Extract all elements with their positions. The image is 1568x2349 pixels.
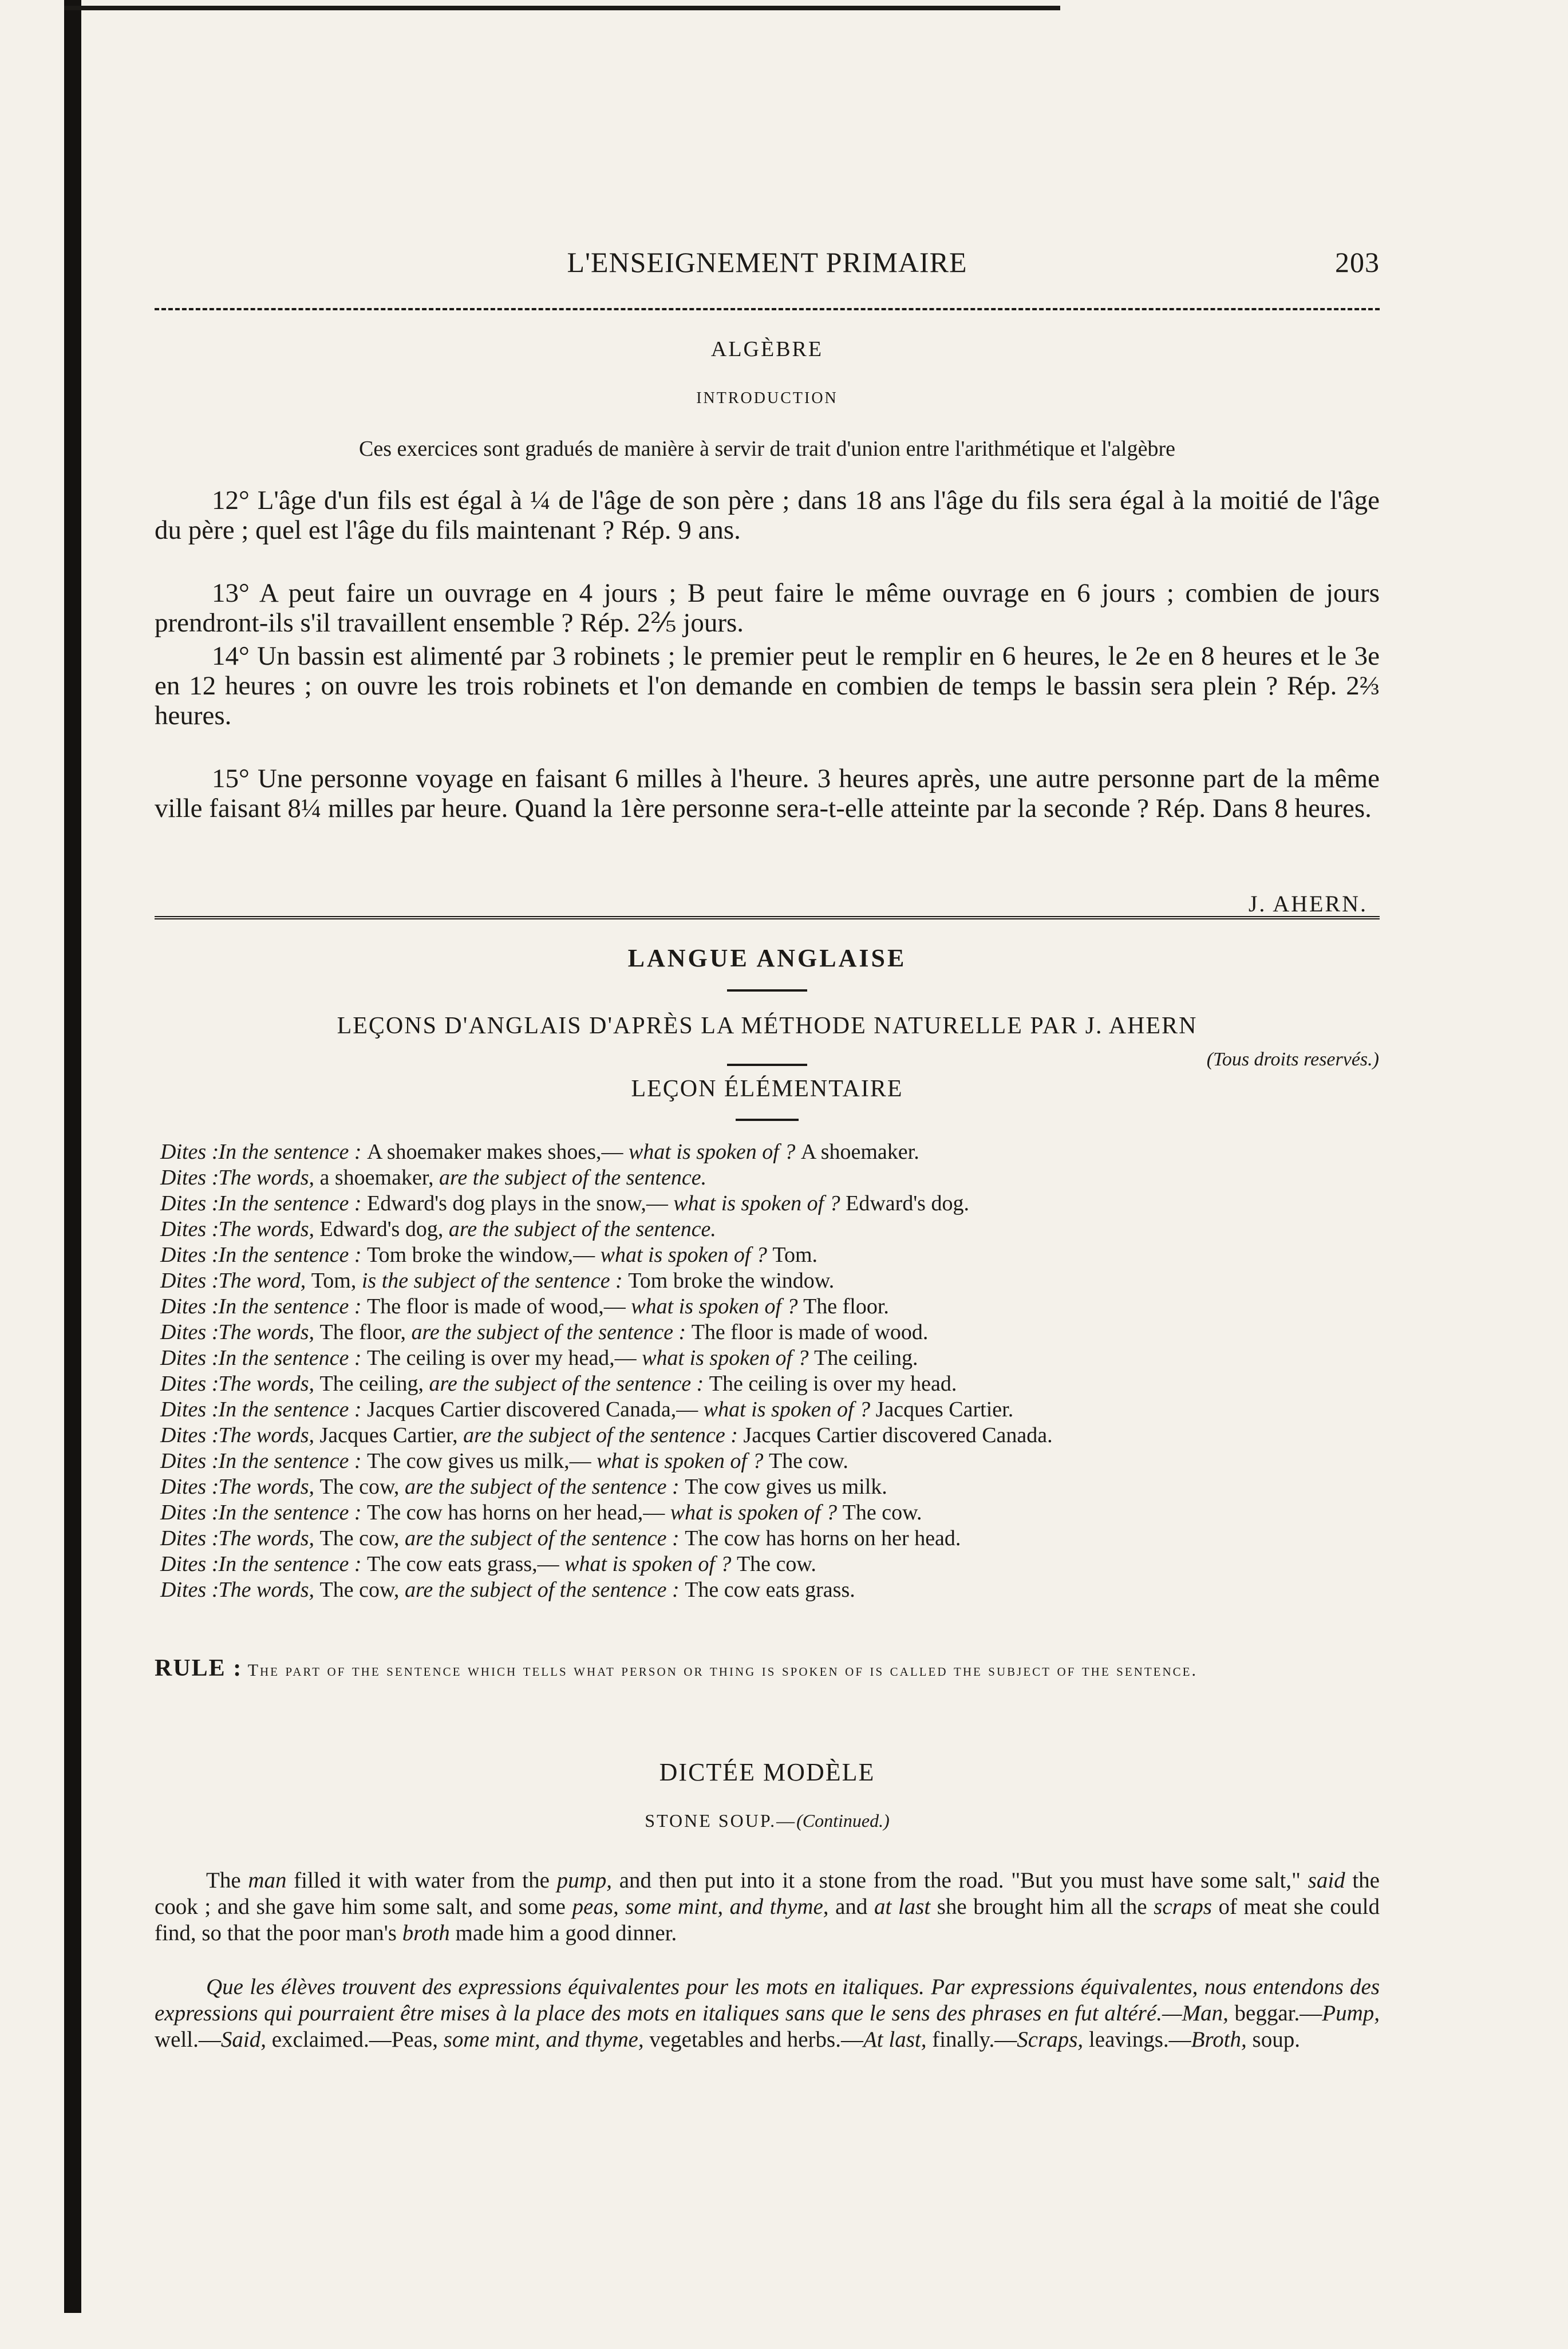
text-run: she brought him all the (930, 1894, 1154, 1919)
italic-run: Que les élèves trouvent des expressions équivalentes pour les mots en italiques. Par expressions équivalentes, nous entendons des expressions qui pourraient être mises à la place des mots en italiques sans que le sens des phrases en fut altéré.— (155, 1975, 1380, 2026)
lesson-line (160, 1526, 1380, 1551)
lesson-line (160, 1423, 1380, 1448)
lesson-question: what is spoken of ? (673, 1191, 846, 1215)
lesson-line (160, 1165, 1380, 1191)
problem-14: 14° Un bassin est alimenté par 3 robinets ; le premier peut le remplir en 6 heures, le 2e en 8 heures et le 3e en 12 heures ; on ouvre les trois robinets et l'on demande en combien de temps le bassin sera plein ? Rép. 2⅔ heures. (155, 641, 1380, 731)
lesson-line (160, 1345, 1380, 1371)
text-run: the cook ; and she gave him some salt, and some (155, 1868, 1380, 1919)
italic-run: Scraps, (1017, 2027, 1084, 2052)
lesson-text: Jacques Cartier, (319, 1423, 464, 1447)
lesson-line (160, 1191, 1380, 1217)
text-run: filled it with water from the (286, 1868, 557, 1893)
lesson-text: The cow, (319, 1475, 405, 1499)
short-rule-3 (736, 1119, 799, 1121)
lesson-question: are the subject of the sentence. (439, 1166, 707, 1190)
lesson-label: In the sentence : (213, 1243, 368, 1267)
lesson-answer: The cow has horns on her head. (685, 1526, 961, 1550)
lesson-line (160, 1500, 1380, 1526)
lesson-answer: The floor is made of wood. (691, 1320, 929, 1344)
lesson-question: what is spoken of ? (670, 1501, 843, 1525)
lesson-question: what is spoken of ? (642, 1346, 815, 1370)
algebre-title: ALGÈBRE (710, 337, 824, 361)
dites-label: Dites : (160, 1217, 219, 1241)
lesson-text: Edward's dog plays in the snow,— (367, 1191, 674, 1215)
lesson-label: The words, (213, 1423, 320, 1447)
lesson-text: A shoemaker makes shoes,— (367, 1140, 629, 1164)
italic-run: some mint, and thyme, (443, 2027, 644, 2052)
lesson-question: are the subject of the sentence. (448, 1217, 716, 1241)
lesson-text: The cow, (319, 1526, 405, 1550)
problem-13: 13° A peut faire un ouvrage en 4 jours ; B peut faire le même ouvrage en 6 jours ; combien de jours prendront-ils s'il travaillent ensemble ? Rép. 2⅖ jours. (155, 578, 1380, 638)
text-run: well.— (155, 2027, 221, 2052)
lesson-line (160, 1577, 1380, 1603)
lesson-answer: Tom broke the window. (628, 1269, 835, 1293)
dites-label: Dites : (160, 1526, 219, 1550)
italic-run: Pump, (1322, 2001, 1380, 2026)
text-run: of meat she could find, so that the poor man's (155, 1894, 1380, 1945)
lesson-label: The word, (213, 1269, 311, 1293)
lesson-label: In the sentence : (213, 1501, 368, 1525)
lesson-answer: A shoemaker. (800, 1140, 919, 1164)
lesson-question: what is spoken of ? (597, 1449, 769, 1473)
running-header (155, 239, 1380, 285)
lesson-line (160, 1474, 1380, 1500)
lesson-answer: The cow. (736, 1552, 816, 1576)
lesson-line (160, 1320, 1380, 1345)
dites-label: Dites : (160, 1269, 219, 1293)
italic-run: pump, (556, 1868, 613, 1893)
text-run: made him a good dinner. (449, 1921, 677, 1945)
lesson-text: Tom, (311, 1269, 362, 1293)
lesson-line (160, 1242, 1380, 1268)
italic-run: Man, (1182, 2001, 1229, 2026)
italic-run: at last (874, 1894, 931, 1919)
italic-run: Broth, (1191, 2027, 1247, 2052)
text-run: vegetables and herbs.— (643, 2027, 863, 2052)
lesson-question: are the subject of the sentence : (411, 1320, 692, 1344)
text-run: and (828, 1894, 874, 1919)
lesson-question: what is spoken of ? (564, 1552, 737, 1576)
lesson-label: In the sentence : (213, 1552, 368, 1576)
dites-label: Dites : (160, 1140, 219, 1164)
lesson-text: Edward's dog, (319, 1217, 449, 1241)
lesson-line (160, 1448, 1380, 1474)
lesson-text: The cow eats grass,— (367, 1552, 565, 1576)
short-rule-2 (727, 1064, 807, 1066)
lesson-text: The cow has horns on her head,— (367, 1501, 670, 1525)
rule-label: RULE : (155, 1655, 243, 1681)
page-number: 203 (1335, 246, 1380, 278)
lesson-label: The words, (213, 1475, 320, 1499)
italic-run: broth (402, 1921, 450, 1945)
italic-run: At last, (863, 2027, 927, 2052)
lesson-question: are the subject of the sentence : (429, 1372, 709, 1396)
dites-label: Dites : (160, 1191, 219, 1215)
dites-label: Dites : (160, 1166, 219, 1190)
lesson-text: a shoemaker, (319, 1166, 439, 1190)
lesson-text: Jacques Cartier discovered Canada,— (367, 1397, 704, 1422)
dictee-paragraph (155, 1868, 1380, 1947)
lesson-label: The words, (213, 1526, 320, 1550)
lesson-text: The cow gives us milk,— (367, 1449, 597, 1473)
lesson-label: In the sentence : (213, 1140, 368, 1164)
text-run: exclaimed.—Peas, (266, 2027, 444, 2052)
text-run: leavings.— (1083, 2027, 1191, 2052)
text-run: and then put into it a stone from the road. "But you must have some salt," (612, 1868, 1308, 1893)
lesson-question: are the subject of the sentence : (404, 1526, 685, 1550)
dites-label: Dites : (160, 1243, 219, 1267)
lesson-label: The words, (213, 1578, 320, 1602)
lesson-label: The words, (213, 1372, 320, 1396)
dites-label: Dites : (160, 1449, 219, 1473)
lesson-title: LEÇON ÉLÉMENTAIRE (631, 1076, 903, 1102)
lesson-label: The words, (213, 1320, 320, 1344)
text-run: beggar.— (1228, 2001, 1322, 2026)
lesson-line (160, 1217, 1380, 1242)
lesson-label: In the sentence : (213, 1449, 368, 1473)
lesson-question: are the subject of the sentence : (463, 1423, 744, 1447)
lesson-label: In the sentence : (213, 1346, 368, 1370)
lesson-question: are the subject of the sentence : (404, 1475, 685, 1499)
lesson-answer: Jacques Cartier discovered Canada. (743, 1423, 1053, 1447)
dites-label: Dites : (160, 1346, 219, 1370)
lesson-label: The words, (213, 1166, 320, 1190)
lesson-answer: The cow. (768, 1449, 848, 1473)
algebre-intro: Ces exercices sont gradués de manière à servir de trait d'union entre l'arithmétique et l'algèbre (359, 437, 1175, 461)
dites-label: Dites : (160, 1475, 219, 1499)
italic-run: man (248, 1868, 287, 1893)
italic-run: scraps (1154, 1894, 1212, 1919)
signature: J. AHERN. (1248, 891, 1368, 917)
text-run: finally.— (926, 2027, 1017, 2052)
lesson-question: are the subject of the sentence : (404, 1578, 685, 1602)
lesson-question: what is spoken of ? (631, 1294, 804, 1318)
italic-run: said (1308, 1868, 1345, 1893)
lesson-line (160, 1139, 1380, 1165)
lesson-line (160, 1397, 1380, 1423)
lesson-label: In the sentence : (213, 1397, 368, 1422)
header-title: L'ENSEIGNEMENT PRIMAIRE (567, 246, 967, 278)
text-run: soup. (1246, 2027, 1300, 2052)
italic-run: Said, (220, 2027, 266, 2052)
lesson-line (160, 1551, 1380, 1577)
text-run: The (206, 1868, 248, 1893)
dites-label: Dites : (160, 1372, 219, 1396)
lesson-answer: The cow eats grass. (685, 1578, 855, 1602)
langue-subtitle: LEÇONS D'ANGLAIS D'APRÈS LA MÉTHODE NATURELLE PAR J. AHERN (337, 1013, 1198, 1039)
lesson-question: what is spoken of ? (629, 1140, 801, 1164)
dites-label: Dites : (160, 1552, 219, 1576)
lesson-answer: The cow. (842, 1501, 922, 1525)
lesson-question: what is spoken of ? (600, 1243, 773, 1267)
lesson-text: The floor is made of wood,— (367, 1294, 631, 1318)
lesson-line (160, 1294, 1380, 1320)
lesson-label: In the sentence : (213, 1191, 368, 1215)
lesson-line (160, 1371, 1380, 1397)
dictee-instructions (155, 1974, 1380, 2053)
section-divider (155, 916, 1380, 922)
lesson-text: Tom broke the window,— (367, 1243, 601, 1267)
algebre-subtitle: INTRODUCTION (696, 389, 838, 407)
lesson-answer: Edward's dog. (846, 1191, 969, 1215)
lesson-answer: The ceiling. (814, 1346, 918, 1370)
problem-12: 12° L'âge d'un fils est égal à ¼ de l'âge de son père ; dans 18 ans l'âge du fils sera égal à la moitié de l'âge du père ; quel est l'âge du fils maintenant ? Rép. 9 ans. (155, 485, 1380, 545)
lesson-answer: The cow gives us milk. (685, 1475, 887, 1499)
italic-run: peas, some mint, and thyme, (572, 1894, 829, 1919)
lesson-lines (160, 1139, 1380, 1603)
problem-15: 15° Une personne voyage en faisant 6 milles à l'heure. 3 heures après, une autre personne part de la même ville faisant 8¼ milles par heure. Quand la 1ère personne sera-t-elle atteinte par la seconde ? Rép. Dans 8 heures. (155, 764, 1380, 823)
lesson-text: The cow, (319, 1578, 405, 1602)
lesson-question: is the subject of the sentence : (361, 1269, 629, 1293)
rule-text: The part of the sentence which tells what person or thing is spoken of is called the subject of the sentence. (247, 1661, 1198, 1680)
short-rule (727, 989, 807, 992)
dites-label: Dites : (160, 1423, 219, 1447)
langue-title: LANGUE ANGLAISE (627, 944, 907, 972)
lesson-answer: The ceiling is over my head. (709, 1372, 957, 1396)
lesson-answer: The floor. (803, 1294, 889, 1318)
lesson-text: The ceiling, (319, 1372, 429, 1396)
dites-label: Dites : (160, 1501, 219, 1525)
lesson-text: The ceiling is over my head,— (367, 1346, 642, 1370)
lesson-label: In the sentence : (213, 1294, 368, 1318)
dictee-title: DICTÉE MODÈLE (659, 1758, 875, 1786)
dites-label: Dites : (160, 1294, 219, 1318)
lesson-label: The words, (213, 1217, 320, 1241)
header-rule (155, 308, 1380, 310)
lesson-answer: Tom. (772, 1243, 818, 1267)
lesson-answer: Jacques Cartier. (875, 1397, 1014, 1422)
lesson-line (160, 1268, 1380, 1294)
rule-statement (155, 1655, 1380, 1684)
lesson-text: The floor, (319, 1320, 412, 1344)
dites-label: Dites : (160, 1320, 219, 1344)
dictee-subtitle: STONE SOUP.—(Continued.) (645, 1810, 890, 1831)
dites-label: Dites : (160, 1578, 219, 1602)
rights-note: (Tous droits reservés.) (1206, 1049, 1379, 1070)
dites-label: Dites : (160, 1397, 219, 1422)
lesson-question: what is spoken of ? (703, 1397, 876, 1422)
